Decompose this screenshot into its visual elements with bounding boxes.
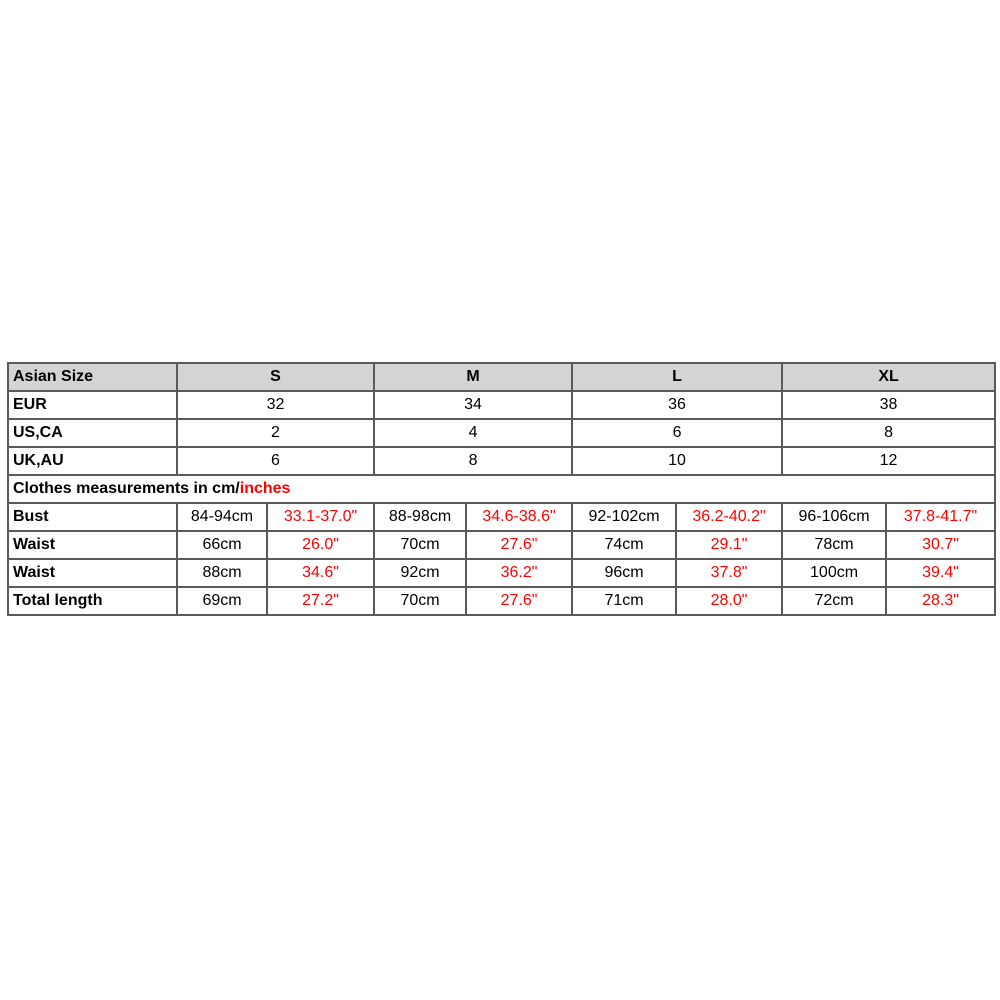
us-ca-xl-cell: 8 [782, 419, 995, 447]
eur-m-cell: 34 [374, 391, 572, 419]
waist2-xl-cm: 100cm [782, 559, 886, 587]
us-ca-label: US,CA [8, 419, 177, 447]
bust-label: Bust [8, 503, 177, 531]
length-m-inch: 27.6" [466, 587, 572, 615]
waist2-m-cm: 92cm [374, 559, 466, 587]
bust-s-cm: 84-94cm [177, 503, 267, 531]
waist1-m-cm: 70cm [374, 531, 466, 559]
uk-au-label: UK,AU [8, 447, 177, 475]
length-s-cm: 69cm [177, 587, 267, 615]
uk-au-l-cell: 10 [572, 447, 782, 475]
uk-au-s-cell: 6 [177, 447, 374, 475]
uk-au-xl-cell: 12 [782, 447, 995, 475]
waist-label-2: Waist [8, 559, 177, 587]
section-title-cm: Clothes measurements in cm/ [13, 480, 240, 497]
bust-m-inch: 34.6-38.6" [466, 503, 572, 531]
length-xl-cm: 72cm [782, 587, 886, 615]
bust-xl-inch: 37.8-41.7" [886, 503, 995, 531]
eur-s-cell: 32 [177, 391, 374, 419]
us-ca-l-cell: 6 [572, 419, 782, 447]
eur-xl-cell: 38 [782, 391, 995, 419]
size-s-header: S [177, 363, 374, 391]
waist2-s-inch: 34.6" [267, 559, 374, 587]
waist1-m-inch: 27.6" [466, 531, 572, 559]
length-l-inch: 28.0" [676, 587, 782, 615]
waist1-xl-cm: 78cm [782, 531, 886, 559]
length-xl-inch: 28.3" [886, 587, 995, 615]
asian-size-label: Asian Size [8, 363, 177, 391]
bust-xl-cm: 96-106cm [782, 503, 886, 531]
uk-au-m-cell: 8 [374, 447, 572, 475]
us-ca-m-cell: 4 [374, 419, 572, 447]
waist2-m-inch: 36.2" [466, 559, 572, 587]
waist-row-1 [8, 531, 995, 559]
waist1-l-inch: 29.1" [676, 531, 782, 559]
waist2-l-cm: 96cm [572, 559, 676, 587]
measurements-section-title [8, 475, 995, 503]
waist-label-1: Waist [8, 531, 177, 559]
bust-l-cm: 92-102cm [572, 503, 676, 531]
us-ca-s-cell: 2 [177, 419, 374, 447]
waist2-l-inch: 37.8" [676, 559, 782, 587]
uk-au-row [8, 447, 995, 475]
bust-l-inch: 36.2-40.2" [676, 503, 782, 531]
bust-row [8, 503, 995, 531]
eur-label: EUR [8, 391, 177, 419]
length-s-inch: 27.2" [267, 587, 374, 615]
waist2-s-cm: 88cm [177, 559, 267, 587]
waist1-l-cm: 74cm [572, 531, 676, 559]
size-m-header: M [374, 363, 572, 391]
size-chart-table [7, 362, 996, 616]
eur-l-cell: 36 [572, 391, 782, 419]
waist1-s-inch: 26.0" [267, 531, 374, 559]
waist-row-2 [8, 559, 995, 587]
bust-m-cm: 88-98cm [374, 503, 466, 531]
size-l-header: L [572, 363, 782, 391]
total-length-label: Total length [8, 587, 177, 615]
section-title-inches: inches [239, 480, 291, 497]
waist1-xl-inch: 30.7" [886, 531, 995, 559]
length-m-cm: 70cm [374, 587, 466, 615]
size-xl-header: XL [782, 363, 995, 391]
length-l-cm: 71cm [572, 587, 676, 615]
measurements-section-row [8, 475, 995, 503]
bust-s-inch: 33.1-37.0" [267, 503, 374, 531]
total-length-row [8, 587, 995, 615]
eur-row [8, 391, 995, 419]
waist1-s-cm: 66cm [177, 531, 267, 559]
waist2-xl-inch: 39.4" [886, 559, 995, 587]
us-ca-row [8, 419, 995, 447]
size-header-row [8, 363, 995, 391]
